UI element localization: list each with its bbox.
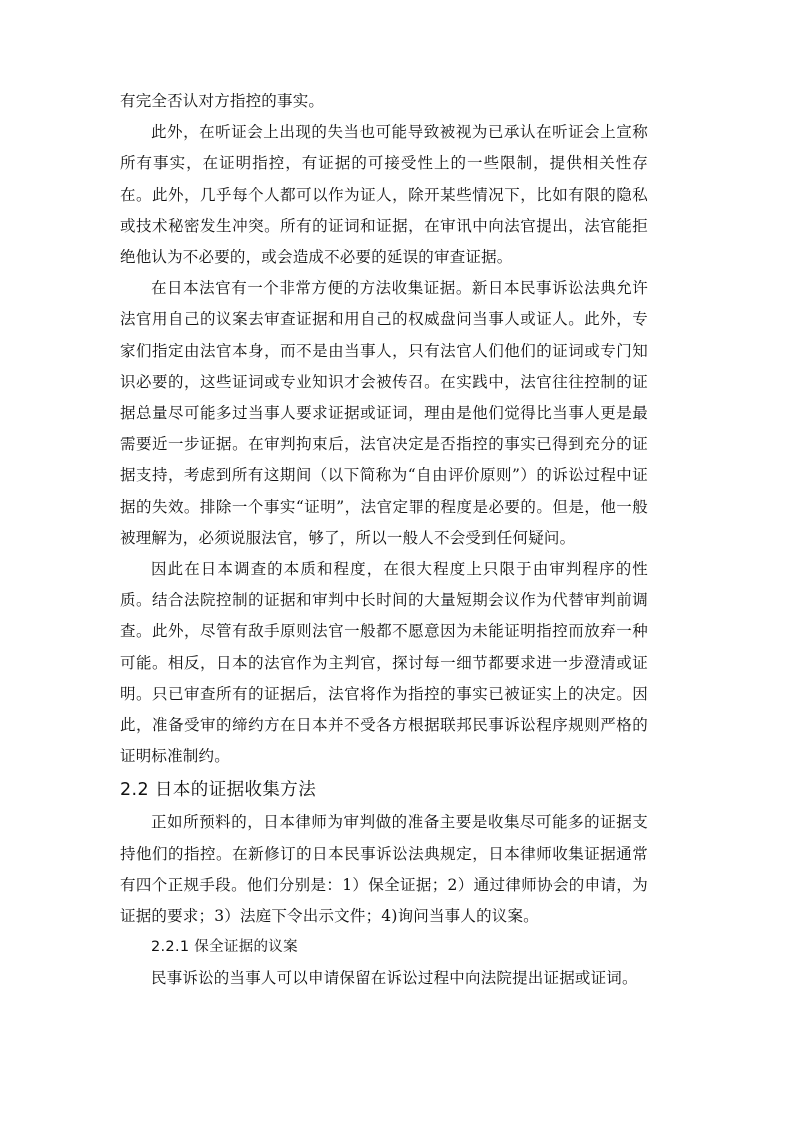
paragraph-hearing-misconduct: 此外，在听证会上出现的失当也可能导致被视为已承认在听证会上宣称所有事实，在证明指控，有证据的可接受性上的一些限制，提供相关性存在。此外，几乎每个人都可以作为证人，除开某些情况下，比如有限的隐私或技术秘密发生冲突。所有的证词和证据，在审讯中向法官提出，法官能拒绝他认为不必要的，或会造成不必要的延误的审查证据。 <box>120 123 648 267</box>
paragraph-continuation: 有完全否认对方指控的事实。 <box>120 92 325 110</box>
document-page <box>120 86 648 994</box>
subsection-heading-2-2-1: 2.2.1 保全证据的议案 <box>151 939 298 956</box>
paragraph-lawyer-evidence-methods: 正如所预料的，日本律师为审判做的准备主要是收集尽可能多的证据支持他们的指控。在新修订的日本民事诉讼法典规定，日本律师收集证据通常有四个正规手段。他们分别是：1）保全证据；2）通过律师协会的申请，为证据的要求；3）法庭下令出示文件；4)询问当事人的议案。 <box>120 813 648 926</box>
section-heading-2-2: 2.2 日本的证据收集方法 <box>120 780 317 801</box>
paragraph-preserve-evidence: 民事诉讼的当事人可以申请保留在诉讼过程中向法院提出证据或证词。 <box>151 969 638 988</box>
paragraph-investigation-nature: 因此在日本调查的本质和程度，在很大程度上只限于由审判程序的性质。结合法院控制的证据和审判中长时间的大量短期会议作为代替审判前调查。此外，尽管有敌手原则法官一般都不愿意因为未能证明指控而放弃一种可能。相反，日本的法官作为主判官，探讨每一细节都要求进一步澄清或证明。只已审查所有的证据后，法官将作为指控的事实已被证实上的决定。因此，准备受审的缔约方在日本并不受各方根据联邦民事诉讼程序规则严格的证明标准制约。 <box>120 560 648 766</box>
paragraph-judge-evidence-collection: 在日本法官有一个非常方便的方法收集证据。新日本民事诉讼法典允许法官用自己的议案去审查证据和用自己的权威盘问当事人或证人。此外，专家们指定由法官本身，而不是由当事人，只有法官人们他们的证词或专门知识必要的，这些证词或专业知识才会被传召。在实践中，法官往往控制的证据总量尽可能多过当事人要求证据或证词，理由是他们觉得比当事人更是最需要近一步证据。在审判拘束后，法官决定是否指控的事实已得到充分的证据支持，考虑到所有这期间（以下简称为“自由评价原则”）的诉讼过程中证据的失效。排除一个事实“证明”，法官定罪的程度是必要的。但是，他一般被理解为，必须说服法官，够了，所以一般人不会受到任何疑问。 <box>120 279 648 547</box>
